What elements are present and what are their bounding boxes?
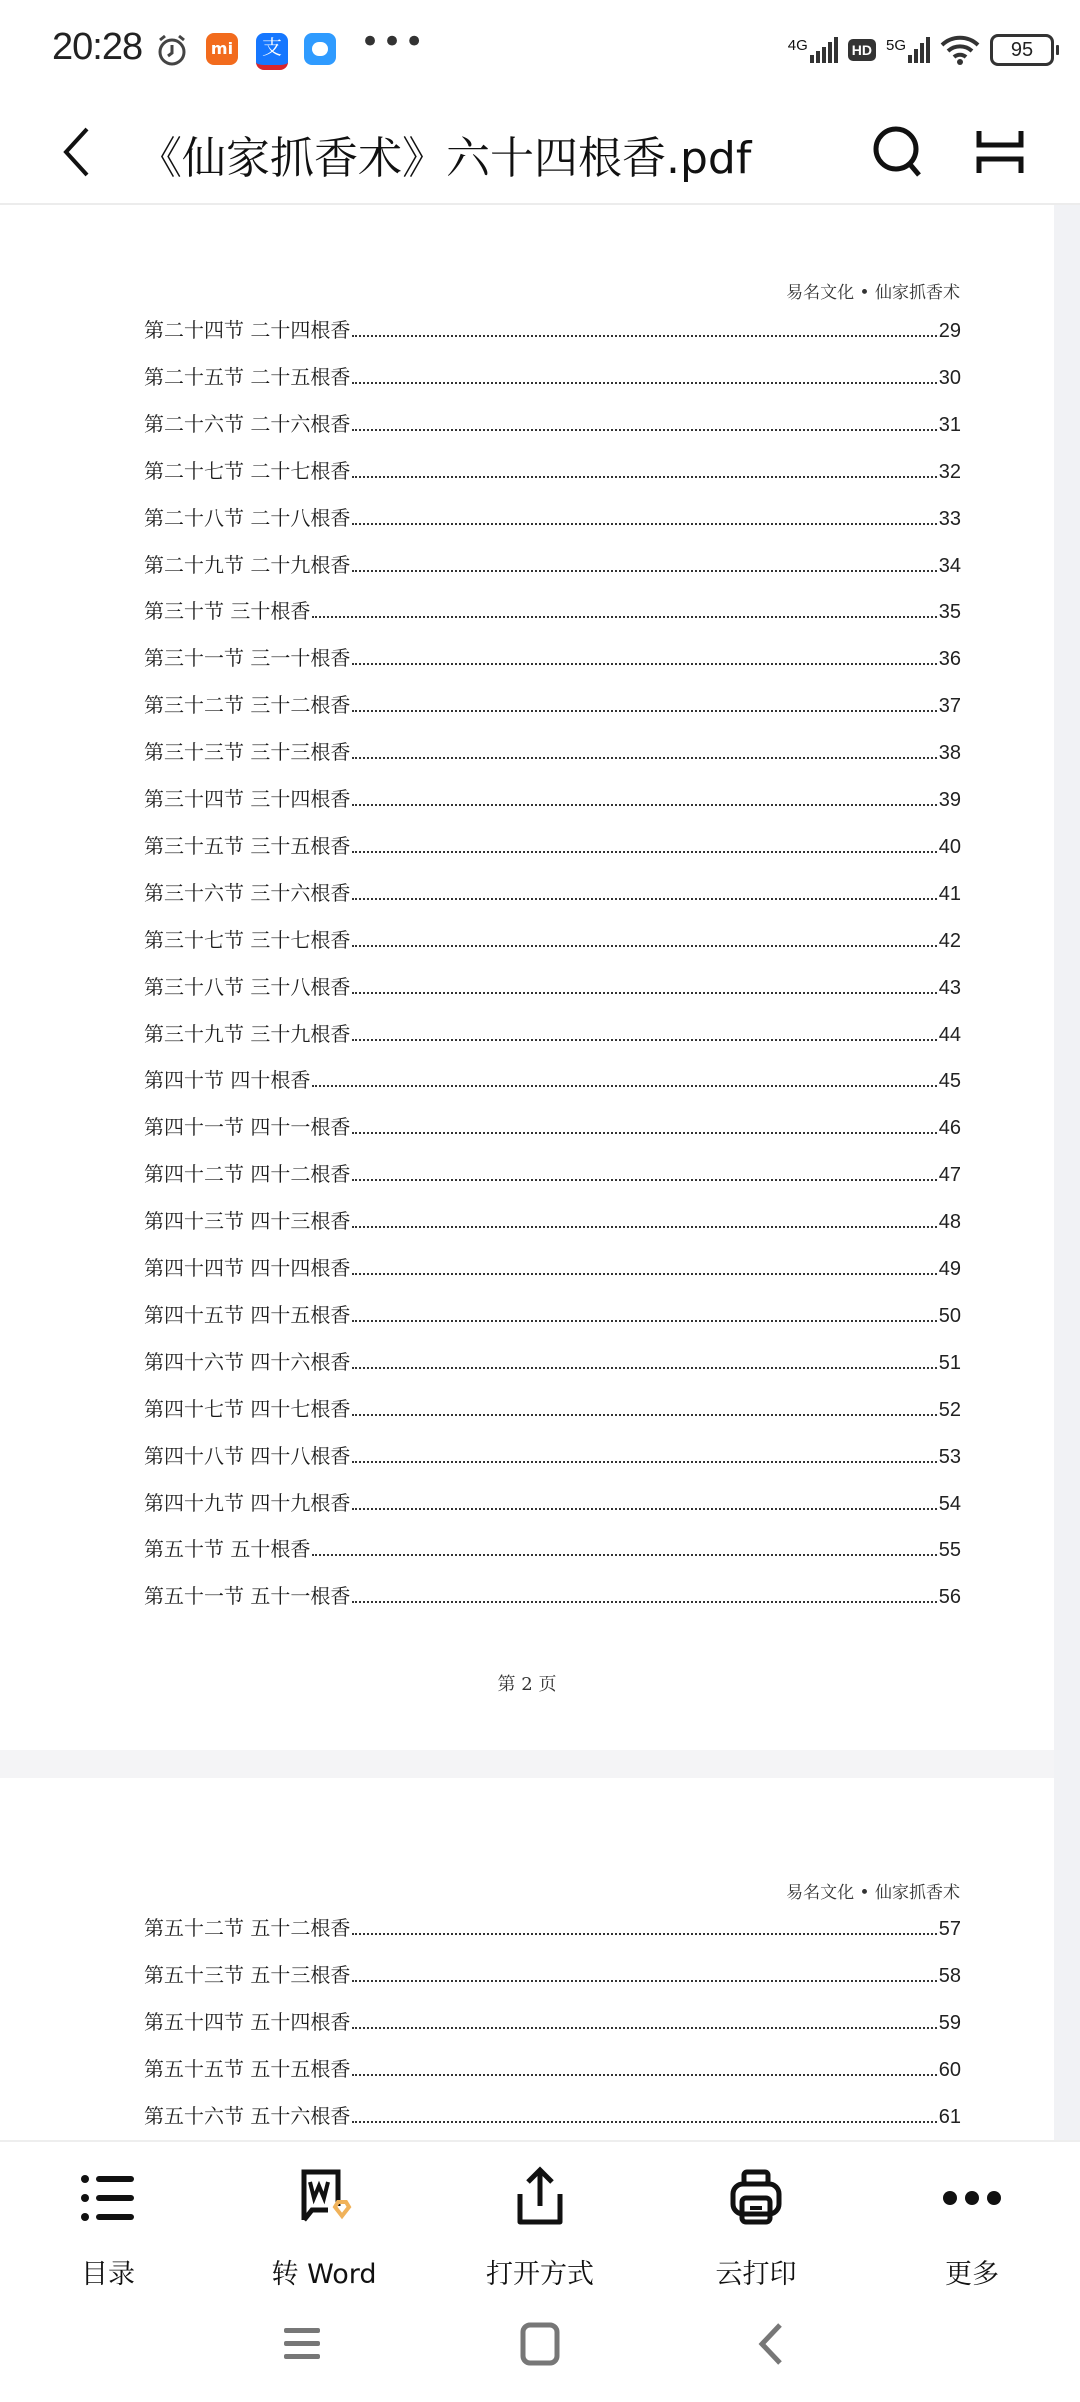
dot-leader: [352, 1225, 936, 1228]
dot-leader: [352, 522, 936, 525]
toc-entry-page: 58: [938, 1964, 961, 1987]
toc-entry[interactable]: [144, 1063, 961, 1093]
toc-entry-page: 60: [938, 2058, 961, 2081]
dot-leader: [312, 1084, 936, 1087]
open-with-button[interactable]: [460, 2158, 620, 2291]
dot-leader: [352, 1272, 936, 1275]
network-label-4g: 4G: [787, 37, 808, 54]
alipay-icon: 支: [256, 33, 288, 70]
dot-leader: [352, 1178, 936, 1181]
list-icon: [80, 2173, 136, 2223]
mi-app-icon: mi: [206, 33, 238, 65]
toc-entry[interactable]: [144, 688, 961, 718]
dot-leader: [352, 428, 936, 431]
dot-leader: [352, 662, 936, 665]
toc-entry-page: 33: [938, 507, 961, 530]
toc-entry-page: 44: [938, 1023, 961, 1046]
toc-entry-title: 第三十四节 三十四根香: [144, 787, 351, 811]
app-header: [0, 100, 1080, 205]
dot-leader: [352, 334, 936, 337]
cloud-print-button[interactable]: [676, 2158, 836, 2291]
toc-entry-title: 第四十六节 四十六根香: [144, 1349, 351, 1374]
toc-entry-page: 38: [938, 742, 961, 765]
toc-entry-title: 第五十二节 五十二根香: [144, 1916, 351, 1940]
pdf-viewer[interactable]: [0, 205, 1080, 2140]
more-icon: [942, 2190, 1002, 2206]
toc-entry-title: 第五十六节 五十六根香: [144, 2103, 351, 2128]
toc-entry[interactable]: [144, 782, 961, 812]
back-button[interactable]: [48, 122, 104, 182]
toc-entry-title: 第二十六节 二十六根香: [144, 411, 351, 436]
toc-entry-page: 40: [938, 835, 961, 858]
toc-entry[interactable]: [144, 1392, 961, 1422]
running-header: 易名文化 • 仙家抓香术: [786, 283, 960, 303]
toc-entry-page: 61: [938, 2105, 961, 2128]
toc-entry[interactable]: [144, 876, 961, 906]
toc-entry[interactable]: [144, 641, 961, 671]
system-navigation-bar: [0, 2300, 1080, 2400]
more-button[interactable]: [892, 2158, 1052, 2291]
network-label-5g: 5G: [885, 37, 906, 54]
dot-leader: [352, 1600, 936, 1603]
printer-icon: [728, 2168, 784, 2228]
toc-entry[interactable]: [144, 594, 961, 624]
toc-entry-title: 第四十七节 四十七根香: [144, 1396, 351, 1421]
dot-leader: [352, 756, 936, 759]
scroll-track[interactable]: [1054, 205, 1080, 2140]
toc-entry[interactable]: [144, 970, 961, 1000]
dot-leader: [352, 475, 936, 478]
home-button[interactable]: [520, 2322, 560, 2366]
page-layout-icon: [975, 127, 1025, 177]
more-label: 更多: [945, 2259, 999, 2290]
toc-entry-page: 47: [938, 1164, 961, 1187]
dot-leader: [352, 709, 936, 712]
word-convert-icon: [292, 2166, 356, 2230]
home-icon: [520, 2322, 560, 2366]
page-number-footer: 第 2 页: [497, 1674, 557, 1695]
message-app-icon: [304, 33, 336, 65]
dot-leader: [352, 991, 936, 994]
toc-entry[interactable]: [144, 829, 961, 859]
open-with-label: 打开方式: [486, 2259, 594, 2290]
dot-leader: [352, 944, 936, 947]
pdf-page-3: [0, 1778, 1054, 2140]
toc-entry[interactable]: [144, 2099, 961, 2129]
pdf-page-2: [0, 205, 1054, 1750]
battery-indicator: 95: [990, 34, 1054, 66]
toc-entry-title: 第五十节 五十根香: [144, 1537, 311, 1562]
toc-entry[interactable]: [144, 313, 961, 343]
recent-apps-button[interactable]: [282, 2324, 322, 2364]
toc-entry-page: 29: [938, 320, 961, 342]
toc-entry-title: 第三十节 三十根香: [144, 599, 311, 624]
dot-leader: [352, 1131, 936, 1134]
signal-5g-icon: [886, 37, 930, 63]
cloud-print-label: 云打印: [715, 2259, 797, 2290]
toc-entry[interactable]: [144, 501, 961, 531]
toc-entry[interactable]: [144, 1911, 961, 1941]
toc-entry-page: 59: [938, 2011, 961, 2034]
toc-entry-title: 第四十五节 四十五根香: [144, 1302, 351, 1327]
dot-leader: [352, 1460, 936, 1463]
toc-entry[interactable]: [144, 735, 961, 765]
toc-entry[interactable]: [144, 1157, 961, 1187]
toc-button[interactable]: [28, 2158, 188, 2291]
running-header: 易名文化 • 仙家抓香术: [786, 1883, 960, 1903]
dot-leader: [352, 850, 936, 853]
toc-entry-page: 41: [938, 882, 961, 905]
toc-entry-page: 45: [938, 1070, 961, 1093]
dot-leader: [352, 1413, 936, 1416]
document-title: 《仙家抓香术》六十四根香.pdf: [138, 133, 752, 184]
convert-word-label: 转 Word: [271, 2259, 377, 2290]
toc-entry[interactable]: [144, 1579, 961, 1609]
toc-entry[interactable]: [144, 1439, 961, 1469]
toc-entry-page: 46: [938, 1117, 961, 1140]
dot-leader: [312, 615, 936, 618]
toc-entry-title: 第三十三节 三十三根香: [144, 740, 351, 765]
toc-entry[interactable]: [144, 1486, 961, 1516]
toc-entry-title: 第二十九节 二十九根香: [144, 552, 351, 577]
toc-entry-page: 31: [938, 413, 961, 436]
toc-entry-title: 第五十三节 五十三根香: [144, 1962, 351, 1987]
system-back-button[interactable]: [756, 2322, 796, 2366]
toc-entry-page: 55: [938, 1539, 961, 1562]
toc-entry-title: 第四十节 四十根香: [144, 1068, 311, 1093]
convert-word-button[interactable]: [244, 2158, 404, 2291]
toc-entry[interactable]: [144, 454, 961, 484]
toc-entry[interactable]: [144, 1204, 961, 1234]
dot-leader: [312, 1553, 936, 1556]
toc-entry-page: 30: [938, 366, 961, 389]
wifi-icon: [940, 34, 980, 66]
toc-entry-title: 第三十八节 三十八根香: [144, 974, 351, 999]
toc-entry-title: 第五十四节 五十四根香: [144, 2009, 351, 2034]
dot-leader: [352, 803, 936, 806]
toc-entry-title: 第四十二节 四十二根香: [144, 1162, 351, 1187]
toc-entry-page: 32: [938, 460, 961, 483]
search-button[interactable]: [866, 120, 930, 184]
toc-entry-title: 第五十一节 五十一根香: [144, 1584, 351, 1609]
toc-entry-title: 第二十八节 二十八根香: [144, 505, 351, 530]
dot-leader: [352, 1932, 936, 1935]
toc-entry-title: 第四十四节 四十四根香: [144, 1256, 351, 1280]
toc-entry[interactable]: [144, 1345, 961, 1375]
dot-leader: [352, 897, 936, 900]
toc-entry[interactable]: [144, 407, 961, 437]
toc-entry-title: 第二十五节 二十五根香: [144, 364, 351, 389]
hd-voice-badge: HD: [848, 39, 876, 61]
toc-entry-page: 37: [938, 695, 961, 718]
toc-entry-title: 第四十一节 四十一根香: [144, 1115, 351, 1140]
dot-leader: [352, 2120, 936, 2123]
toc-entry-title: 第四十八节 四十八根香: [144, 1443, 351, 1468]
toc-entry-title: 第四十九节 四十九根香: [144, 1490, 351, 1515]
toc-entry-page: 51: [938, 1351, 961, 1374]
dot-leader: [352, 569, 936, 572]
toc-entry-title: 第三十七节 三十七根香: [144, 927, 351, 952]
dot-leader: [352, 2073, 936, 2076]
toc-entry[interactable]: [144, 1532, 961, 1562]
toc-entry-title: 第三十六节 三十六根香: [144, 880, 351, 905]
toc-entry-page: 50: [938, 1304, 961, 1327]
menu-icon: [282, 2324, 322, 2364]
toc-entry-page: 49: [938, 1258, 961, 1280]
toc-entry-title: 第四十三节 四十三根香: [144, 1209, 351, 1234]
toc-entry-page: 53: [938, 1445, 961, 1468]
search-icon: [871, 124, 925, 180]
toc-label: 目录: [81, 2259, 135, 2290]
toc-entry[interactable]: [144, 2052, 961, 2082]
toc-entry-page: 43: [938, 976, 961, 999]
more-notifications-indicator: •••: [360, 22, 427, 62]
toc-entry-title: 第三十一节 三一十根香: [144, 646, 351, 671]
toc-entry-page: 34: [938, 554, 961, 577]
status-bar: [0, 0, 1080, 100]
toc-entry-page: 56: [938, 1586, 961, 1609]
toc-entry[interactable]: [144, 1958, 961, 1988]
dot-leader: [352, 1979, 936, 1982]
toc-entry-page: 48: [938, 1211, 961, 1234]
alarm-icon: [154, 32, 190, 68]
status-icons: [788, 30, 1054, 70]
toc-entry[interactable]: [144, 1110, 961, 1140]
toc-entry[interactable]: [144, 548, 961, 578]
toc-entry[interactable]: [144, 1017, 961, 1047]
back-icon: [756, 2322, 786, 2366]
page-layout-button[interactable]: [968, 120, 1032, 184]
toc-entry-title: 第三十九节 三十九根香: [144, 1021, 351, 1046]
dot-leader: [352, 1507, 936, 1510]
toc-entry[interactable]: [144, 1298, 961, 1328]
toc-entry-page: 42: [938, 929, 961, 952]
toc-entry-page: 57: [938, 1918, 961, 1940]
toc-entry-title: 第二十四节 二十四根香: [144, 318, 351, 342]
toc-entry[interactable]: [144, 360, 961, 390]
toc-entry-title: 第二十七节 二十七根香: [144, 458, 351, 483]
toc-entry-title: 第三十二节 三十二根香: [144, 693, 351, 718]
signal-4g-icon: [788, 37, 838, 63]
toc-entry[interactable]: [144, 1251, 961, 1281]
dot-leader: [352, 1319, 936, 1322]
toc-entry-title: 第五十五节 五十五根香: [144, 2056, 351, 2081]
toc-entry-title: 第三十五节 三十五根香: [144, 833, 351, 858]
dot-leader: [352, 1366, 936, 1369]
dot-leader: [352, 2026, 936, 2029]
toc-entry-page: 39: [938, 789, 961, 811]
toc-entry-page: 54: [938, 1492, 961, 1515]
toc-entry[interactable]: [144, 923, 961, 953]
dot-leader: [352, 1038, 936, 1041]
share-icon: [512, 2166, 568, 2230]
dot-leader: [352, 381, 936, 384]
toc-entry[interactable]: [144, 2005, 961, 2035]
chevron-left-icon: [61, 126, 91, 178]
toc-entry-page: 35: [938, 601, 961, 624]
toc-entry-page: 36: [938, 648, 961, 671]
toc-entry-page: 52: [938, 1398, 961, 1421]
clock: 20:28: [52, 26, 143, 68]
